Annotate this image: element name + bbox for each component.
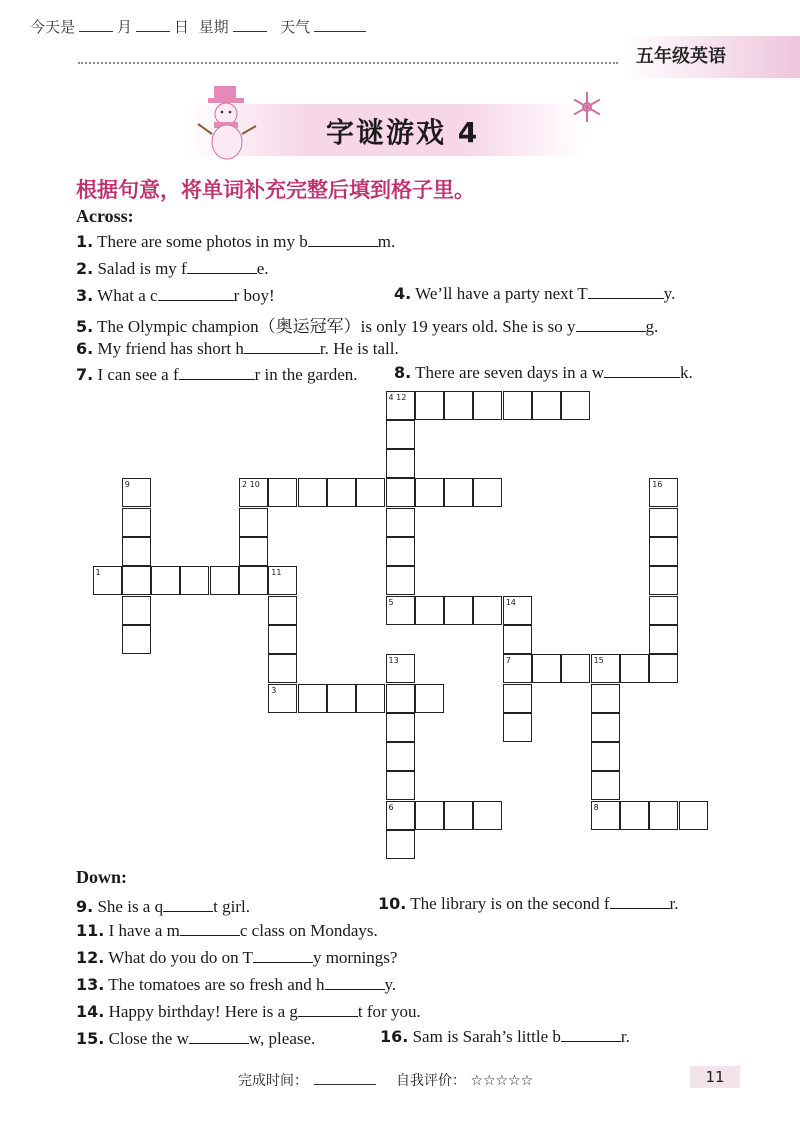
- crossword-cell[interactable]: [415, 478, 444, 507]
- grade-label: 五年级英语: [622, 36, 800, 78]
- crossword-cell[interactable]: [473, 801, 502, 830]
- crossword-cell[interactable]: [503, 391, 532, 420]
- month-blank[interactable]: [79, 17, 113, 32]
- answer-blank[interactable]: [588, 284, 664, 299]
- cell-number: 8: [593, 802, 599, 812]
- crossword-cell[interactable]: [473, 478, 502, 507]
- page-title: 字谜游戏 4: [326, 116, 480, 149]
- cell-number: 16: [652, 480, 663, 490]
- crossword-cell[interactable]: [649, 596, 678, 625]
- cell-number: 4 12: [388, 392, 407, 402]
- cell-number: 13: [388, 656, 399, 666]
- crossword-cell[interactable]: [503, 654, 532, 683]
- crossword-cell[interactable]: [503, 684, 532, 713]
- crossword-cell[interactable]: [503, 625, 532, 654]
- crossword-cell[interactable]: [620, 801, 649, 830]
- across-heading: Across:: [76, 206, 134, 226]
- crossword-cell[interactable]: [298, 478, 327, 507]
- dotted-divider: [78, 62, 618, 64]
- answer-blank[interactable]: [604, 363, 680, 378]
- crossword-cell[interactable]: [386, 449, 415, 478]
- crossword-cell[interactable]: [386, 742, 415, 771]
- crossword-cell[interactable]: [122, 508, 151, 537]
- crossword-cell[interactable]: [268, 478, 297, 507]
- crossword-cell[interactable]: [415, 391, 444, 420]
- crossword-cell[interactable]: [591, 684, 620, 713]
- crossword-cell[interactable]: [327, 684, 356, 713]
- crossword-cell[interactable]: [386, 830, 415, 859]
- crossword-cell[interactable]: [151, 566, 180, 595]
- answer-blank[interactable]: [179, 365, 255, 380]
- crossword-cell[interactable]: [649, 654, 678, 683]
- clue-down-12: 12. What do you do on T y mornings?: [76, 948, 398, 967]
- cell-number: 14: [505, 597, 516, 607]
- crossword-cell[interactable]: [386, 654, 415, 683]
- cell-number: 11: [271, 568, 282, 578]
- crossword-cell[interactable]: [268, 654, 297, 683]
- crossword-cell[interactable]: [561, 391, 590, 420]
- time-blank[interactable]: [314, 1084, 376, 1085]
- crossword-cell[interactable]: [268, 684, 297, 713]
- crossword-cell[interactable]: [473, 391, 502, 420]
- crossword-cell[interactable]: [122, 625, 151, 654]
- crossword-cell[interactable]: [649, 566, 678, 595]
- crossword-cell[interactable]: [327, 478, 356, 507]
- answer-blank[interactable]: [610, 894, 670, 909]
- cell-number: 7: [505, 656, 511, 666]
- cell-number: 9: [124, 480, 130, 490]
- cell-number: 6: [388, 802, 394, 812]
- crossword-cell[interactable]: [649, 508, 678, 537]
- snowflake-icon: [570, 90, 604, 124]
- clue-down-11: 11. I have a m c class on Mondays.: [76, 921, 378, 940]
- page-number: 11: [690, 1066, 740, 1088]
- crossword-cell[interactable]: [591, 771, 620, 800]
- clue-across-3: 3. What a c r boy!: [76, 286, 275, 305]
- day-blank[interactable]: [136, 17, 170, 32]
- clue-down-15: 15. Close the w w, please.: [76, 1029, 316, 1048]
- answer-blank[interactable]: [244, 339, 320, 354]
- crossword-cell[interactable]: [415, 684, 444, 713]
- cell-number: 5: [388, 597, 394, 607]
- crossword-cell[interactable]: [122, 596, 151, 625]
- footer: [238, 1070, 533, 1090]
- clue-down-14: 14. Happy birthday! Here is a g t for you.: [76, 1002, 421, 1021]
- crossword-cell[interactable]: [444, 596, 473, 625]
- crossword-cell[interactable]: [649, 801, 678, 830]
- answer-blank[interactable]: [576, 317, 646, 332]
- eval-label: 自我评价：: [396, 1073, 466, 1089]
- rating-stars[interactable]: ☆☆☆☆☆: [470, 1073, 534, 1089]
- answer-blank[interactable]: [180, 921, 240, 936]
- clue-across-1: 1. There are some photos in my b m.: [76, 232, 396, 251]
- clue-across-5: 5. The Olympic champion（奥运冠军）is only 19 years old. She is so y g.: [76, 317, 659, 336]
- snowman-icon: [196, 84, 260, 162]
- weather-label: 天气: [280, 18, 311, 36]
- crossword-cell[interactable]: [649, 625, 678, 654]
- answer-blank[interactable]: [187, 259, 257, 274]
- clue-down-10: 10. The library is on the second f r.: [378, 894, 679, 913]
- crossword-cell[interactable]: [386, 566, 415, 595]
- crossword-cell[interactable]: [444, 391, 473, 420]
- answer-blank[interactable]: [189, 1029, 249, 1044]
- crossword-cell[interactable]: [268, 625, 297, 654]
- crossword-cell[interactable]: [386, 391, 415, 420]
- crossword-cell[interactable]: [239, 478, 268, 507]
- crossword-cell[interactable]: [591, 801, 620, 830]
- crossword-cell[interactable]: [591, 654, 620, 683]
- crossword-cell[interactable]: [649, 478, 678, 507]
- crossword-cell[interactable]: [122, 478, 151, 507]
- crossword-cell[interactable]: [386, 684, 415, 713]
- crossword-cell[interactable]: [268, 566, 297, 595]
- crossword-cell[interactable]: [591, 742, 620, 771]
- crossword-cell[interactable]: [679, 801, 708, 830]
- crossword-cell[interactable]: [122, 566, 151, 595]
- answer-blank[interactable]: [325, 975, 385, 990]
- crossword-cell[interactable]: [561, 654, 590, 683]
- crossword-cell[interactable]: [386, 596, 415, 625]
- cell-number: 2 10: [242, 480, 260, 490]
- clue-across-7: 7. I can see a f r in the garden.: [76, 365, 358, 384]
- crossword-cell[interactable]: [386, 801, 415, 830]
- clue-down-16: 16. Sam is Sarah’s little b r.: [380, 1027, 630, 1046]
- crossword-cell[interactable]: [210, 566, 239, 595]
- week-label: 星期: [198, 18, 229, 36]
- crossword-cell[interactable]: [239, 508, 268, 537]
- answer-blank[interactable]: [163, 897, 213, 912]
- day-label: 日: [174, 18, 190, 36]
- clue-across-6: 6. My friend has short h r. He is tall.: [76, 339, 399, 358]
- crossword-cell[interactable]: [268, 596, 297, 625]
- crossword-cell[interactable]: [444, 478, 473, 507]
- down-heading: Down:: [76, 867, 128, 887]
- crossword-cell[interactable]: [239, 537, 268, 566]
- clue-across-4: 4. We’ll have a party next T y.: [394, 284, 676, 303]
- crossword-cell[interactable]: [93, 566, 122, 595]
- crossword-cell[interactable]: [356, 478, 385, 507]
- crossword-cell[interactable]: [415, 801, 444, 830]
- clue-across-2: 2. Salad is my f e.: [76, 259, 269, 278]
- crossword-cell[interactable]: [532, 654, 561, 683]
- answer-blank[interactable]: [158, 286, 234, 301]
- cell-number: 3: [271, 685, 277, 695]
- crossword-cell[interactable]: [386, 537, 415, 566]
- crossword-cell[interactable]: [386, 478, 415, 507]
- weather-blank[interactable]: [314, 17, 366, 32]
- today-label: 今天是: [30, 18, 76, 36]
- crossword-cell[interactable]: [239, 566, 268, 595]
- answer-blank[interactable]: [253, 948, 313, 963]
- crossword-cell[interactable]: [444, 801, 473, 830]
- clue-down-9: 9. She is a q t girl.: [76, 897, 250, 916]
- time-label: 完成时间：: [238, 1073, 308, 1089]
- crossword-cell[interactable]: [180, 566, 209, 595]
- crossword-cell[interactable]: [473, 596, 502, 625]
- date-header: [30, 16, 370, 37]
- cell-number: 1: [95, 568, 101, 578]
- week-blank[interactable]: [233, 17, 267, 32]
- crossword-cell[interactable]: [532, 391, 561, 420]
- crossword-cell[interactable]: [620, 654, 649, 683]
- instruction-text: 根据句意，将单词补充完整后填到格子里。: [76, 178, 475, 202]
- cell-number: 15: [593, 656, 604, 666]
- crossword-cell[interactable]: [386, 420, 415, 449]
- answer-blank[interactable]: [298, 1002, 358, 1017]
- clue-down-13: 13. The tomatoes are so fresh and h y.: [76, 975, 397, 994]
- answer-blank[interactable]: [561, 1027, 621, 1042]
- crossword-cell[interactable]: [503, 713, 532, 742]
- crossword-cell[interactable]: [415, 596, 444, 625]
- crossword-cell[interactable]: [122, 537, 151, 566]
- crossword-cell[interactable]: [386, 713, 415, 742]
- month-label: 月: [117, 18, 133, 36]
- crossword-cell[interactable]: [356, 684, 385, 713]
- crossword-cell[interactable]: [386, 508, 415, 537]
- answer-blank[interactable]: [308, 232, 378, 247]
- crossword-cell[interactable]: [298, 684, 327, 713]
- clue-across-8: 8. There are seven days in a w k.: [394, 363, 693, 382]
- crossword-cell[interactable]: [386, 771, 415, 800]
- crossword-cell[interactable]: [591, 713, 620, 742]
- crossword-cell[interactable]: [649, 537, 678, 566]
- crossword-cell[interactable]: [503, 596, 532, 625]
